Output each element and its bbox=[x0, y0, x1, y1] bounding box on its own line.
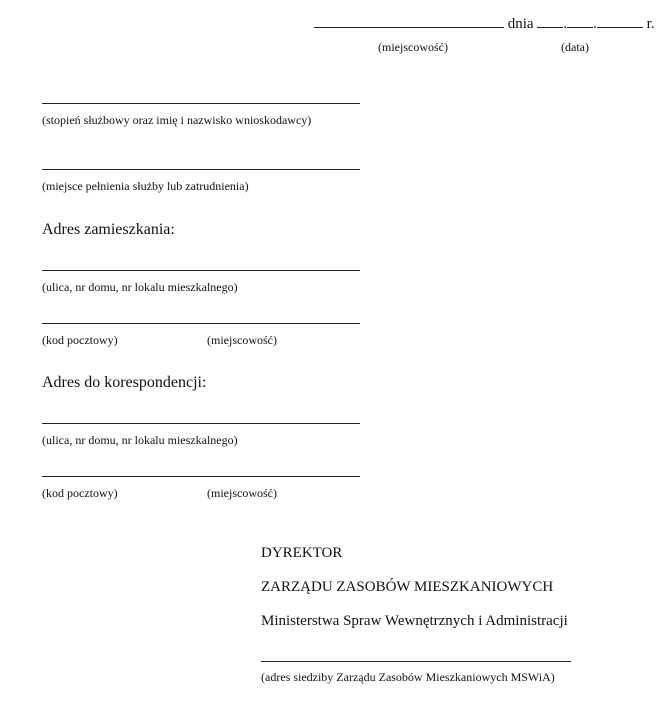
correspondence-postcode-city-line[interactable] bbox=[42, 476, 360, 477]
residence-postcode-city-line[interactable] bbox=[42, 323, 360, 324]
correspondence-postcode-caption: (kod pocztowy) bbox=[42, 486, 118, 500]
place-caption: (miejscowość) bbox=[378, 40, 448, 54]
correspondence-street-caption: (ulica, nr domu, nr lokalu mieszkalnego) bbox=[42, 433, 238, 447]
residence-city-caption: (miejscowość) bbox=[207, 333, 277, 347]
recipient-organization: ZARZĄDU ZASOBÓW MIESZKANIOWYCH bbox=[261, 579, 554, 595]
residence-street-caption: (ulica, nr domu, nr lokalu mieszkalnego) bbox=[42, 280, 238, 294]
place-blank[interactable] bbox=[314, 14, 504, 28]
workplace-line[interactable] bbox=[42, 169, 360, 170]
dnia-label: dnia bbox=[507, 16, 534, 32]
date-separator: . bbox=[563, 16, 568, 32]
place-date-row bbox=[314, 14, 655, 33]
recipient-title: DYREKTOR bbox=[261, 545, 343, 561]
applicant-name-line[interactable] bbox=[42, 103, 360, 104]
year-blank[interactable] bbox=[597, 14, 643, 28]
correspondence-heading: Adres do korespondencji: bbox=[42, 374, 207, 391]
correspondence-street-line[interactable] bbox=[42, 423, 360, 424]
day-blank[interactable] bbox=[537, 14, 563, 28]
applicant-name-caption: (stopień służbowy oraz imię i nazwisko wnioskodawcy) bbox=[42, 113, 312, 127]
month-blank[interactable] bbox=[567, 14, 593, 28]
year-suffix: r. bbox=[646, 16, 655, 32]
date-caption: (data) bbox=[561, 40, 589, 54]
workplace-caption: (miejsce pełnienia służby lub zatrudnienia) bbox=[42, 179, 249, 193]
recipient-address-caption: (adres siedziby Zarządu Zasobów Mieszkaniowych MSWiA) bbox=[261, 670, 555, 684]
recipient-address-line[interactable] bbox=[261, 661, 571, 662]
correspondence-city-caption: (miejscowość) bbox=[207, 486, 277, 500]
recipient-ministry: Ministerstwa Spraw Wewnętrznych i Administracji bbox=[261, 613, 568, 629]
date-separator: . bbox=[593, 16, 597, 32]
residence-postcode-caption: (kod pocztowy) bbox=[42, 333, 118, 347]
residence-heading: Adres zamieszkania: bbox=[42, 221, 175, 238]
residence-street-line[interactable] bbox=[42, 270, 360, 271]
